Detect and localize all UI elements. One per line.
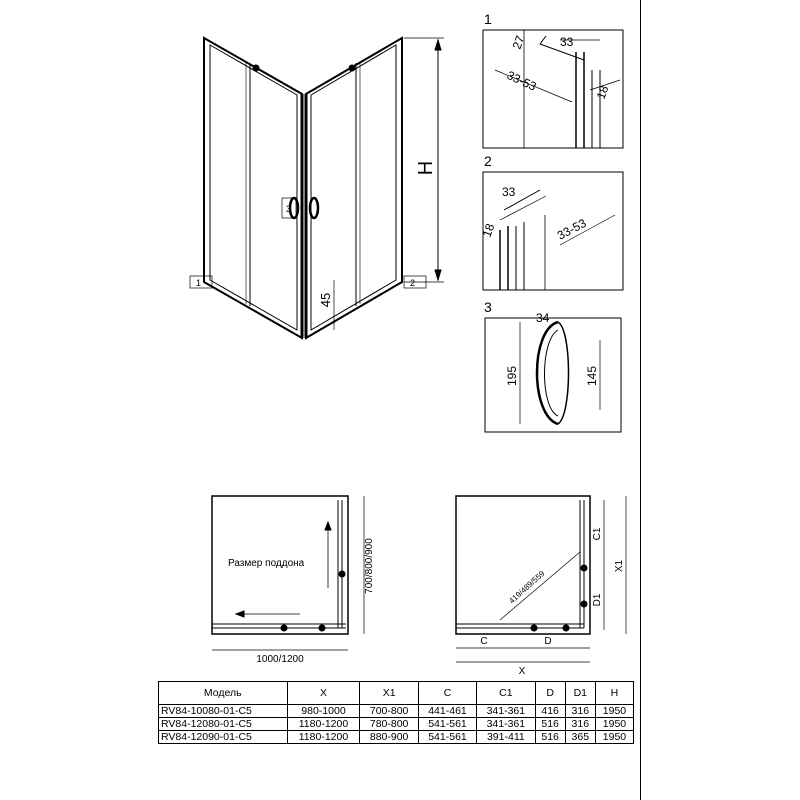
cell-h: 1950 xyxy=(595,731,633,744)
detail-1-dim-27: 27 xyxy=(509,33,528,52)
cell-x: 1180-1200 xyxy=(287,731,360,744)
cell-d1: 365 xyxy=(565,731,595,744)
cell-model: RV84-12080-01-C5 xyxy=(159,718,288,731)
cell-x1: 780-800 xyxy=(360,718,418,731)
cell-model: RV84-12090-01-C5 xyxy=(159,731,288,744)
table-header-row xyxy=(159,682,634,705)
table-row xyxy=(159,731,634,744)
plan-right-x1: X1 xyxy=(614,559,625,573)
detail-1-dim-33: 33 xyxy=(560,35,574,49)
header-d1: D1 xyxy=(565,682,595,705)
plan-right-diag: 419/489/559 xyxy=(507,569,547,606)
cell-model: RV84-10080-01-C5 xyxy=(159,705,288,718)
plan-right-d1: D1 xyxy=(592,593,603,607)
header-c: C xyxy=(418,682,476,705)
detail-3-dim-195: 195 xyxy=(505,365,519,387)
table-row xyxy=(159,718,634,731)
header-x1: X1 xyxy=(360,682,418,705)
cell-c1: 391-411 xyxy=(477,731,535,744)
spec-table xyxy=(158,681,634,744)
dim-45-label: 45 xyxy=(318,292,333,308)
detail-3-number: 3 xyxy=(484,299,492,315)
plan-view-left xyxy=(212,496,364,650)
detail-3-dim-145: 145 xyxy=(585,365,599,387)
cell-c1: 341-361 xyxy=(477,718,535,731)
header-c1: C1 xyxy=(477,682,535,705)
callout-3: 3 xyxy=(286,204,292,214)
cell-d: 516 xyxy=(535,718,565,731)
detail-1-number: 1 xyxy=(484,11,492,27)
header-d: D xyxy=(535,682,565,705)
cell-c: 441-461 xyxy=(418,705,476,718)
plan-right-c1: C1 xyxy=(592,527,603,541)
cell-c: 541-561 xyxy=(418,718,476,731)
cell-h: 1950 xyxy=(595,718,633,731)
header-model: Модель xyxy=(159,682,288,705)
cell-d1: 316 xyxy=(565,718,595,731)
detail-3-dim-34: 34 xyxy=(536,311,550,325)
cell-h: 1950 xyxy=(595,705,633,718)
callout-1: 1 xyxy=(196,278,202,288)
plan-right-c: C xyxy=(480,636,488,647)
header-h: H xyxy=(595,682,633,705)
table-row xyxy=(159,705,634,718)
plan-left-label: Размер поддона xyxy=(228,558,305,569)
detail-2-dim-33: 33 xyxy=(502,185,516,199)
plan-left-width: 1000/1200 xyxy=(256,654,304,665)
perspective-view xyxy=(190,38,444,338)
cell-x: 1180-1200 xyxy=(287,718,360,731)
cell-d: 416 xyxy=(535,705,565,718)
detail-2-dim-33-53: 33-53 xyxy=(554,215,589,243)
plan-right-x: X xyxy=(518,666,526,677)
cell-x: 980-1000 xyxy=(287,705,360,718)
detail-1-dim-18: 18 xyxy=(593,83,612,102)
cell-d1: 316 xyxy=(565,705,595,718)
cell-x1: 880-900 xyxy=(360,731,418,744)
cell-c1: 341-361 xyxy=(477,705,535,718)
cell-x1: 700-800 xyxy=(360,705,418,718)
header-x: X xyxy=(287,682,360,705)
callout-2: 2 xyxy=(410,278,416,288)
cell-d: 516 xyxy=(535,731,565,744)
plan-right-d: D xyxy=(544,636,552,647)
height-label: H xyxy=(415,160,437,176)
detail-2-dim-18: 18 xyxy=(479,221,498,240)
plan-left-depth: 700/800/900 xyxy=(364,538,375,594)
detail-2-number: 2 xyxy=(484,153,492,169)
cell-c: 541-561 xyxy=(418,731,476,744)
detail-1-dim-33-53: 33-53 xyxy=(504,68,539,94)
